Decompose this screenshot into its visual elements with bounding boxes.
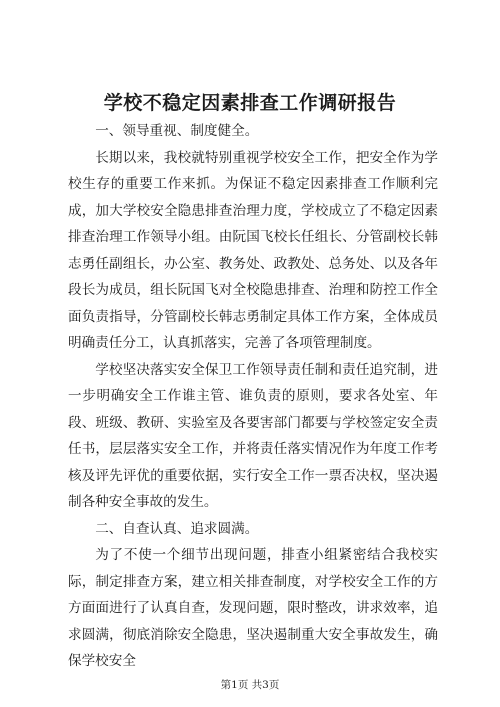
- section-heading-1: 一、领导重视、制度健全。: [95, 123, 259, 139]
- paragraph-3: 为了不使一个细节出现问题，排查小组紧密结合我校实际，制定排查方案，建立相关排查制度，对学校安全工作的方方面面进行了认真自查，发现问题，限时整改，讲求效率，追求圆满，彻底消除安全隐患，坚决遏制重大安全事故发生，确保学校安全: [68, 547, 438, 669]
- paragraph-2: 学校坚决落实安全保卫工作领导责任制和责任追究制，进一步明确安全工作谁主管、谁负责的原则，要求各处室、年段、班级、教研、实验室及各要害部门都要与学校签定安全责任书，层层落实安全工作，并将责任落实情况作为年度工作考核及评先评优的重要依据，实行安全工作一票否决权，坚决遏制各种安全事故的发生。: [68, 361, 438, 510]
- page-number-footer: 第1页 共3页: [220, 679, 280, 691]
- document-title: 学校不稳定因素排查工作调研报告: [103, 92, 397, 114]
- paragraph-1: 长期以来，我校就特别重视学校安全工作，把安全作为学校生存的重要工作来抓。为保证不稳定因素排查工作顺利完成，加大学校安全隐患排查治理力度，学校成立了不稳定因素排查治理工作领导小组。由阮国飞校长任组长、分管副校长韩志勇任副组长，办公室、教务处、政教处、总务处、以及各年段长为成员，组长阮国飞对全校隐患排查、治理和防控工作全面负责指导，分管副校长韩志勇制定具体工作方案，全体成员明确责任分工，认真抓落实，完善了各项管理制度。: [68, 149, 438, 351]
- section-heading-2: 二、自查认真、追求圆满。: [95, 520, 259, 537]
- document-body: [68, 118, 438, 675]
